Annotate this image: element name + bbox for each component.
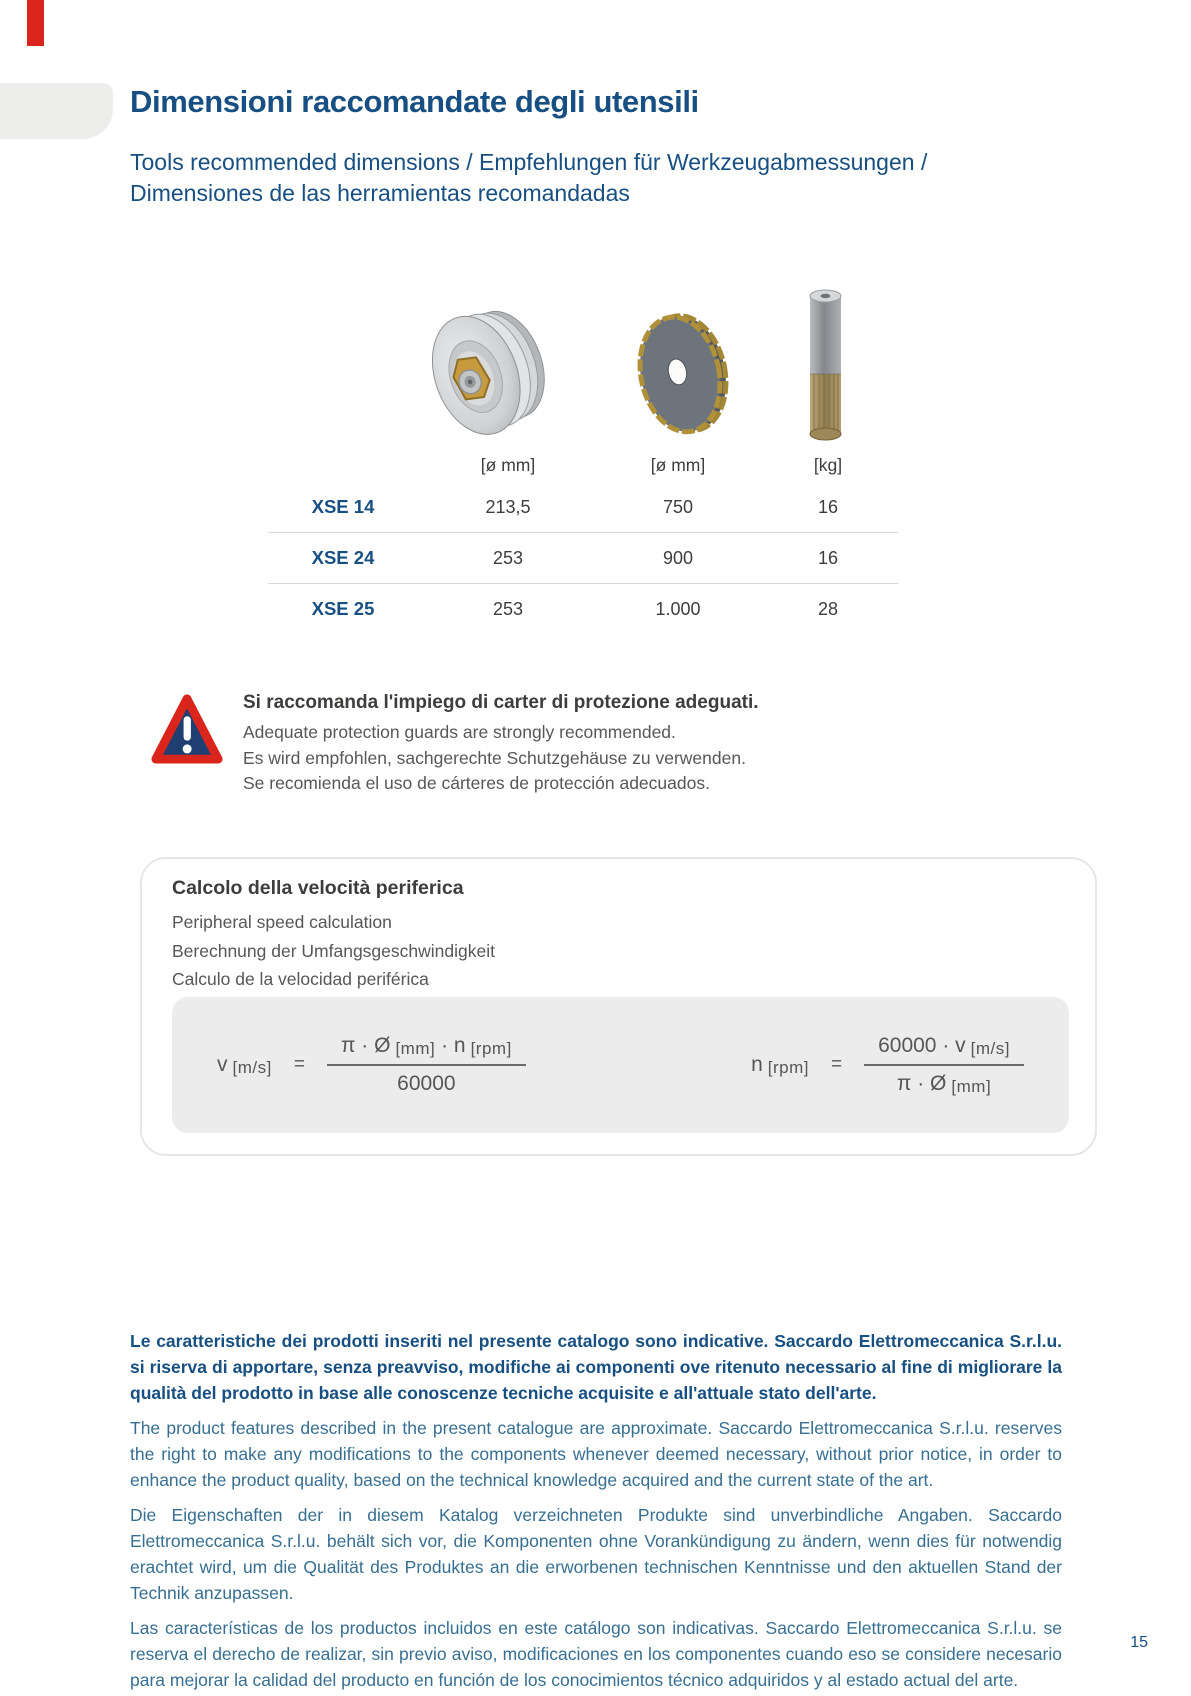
table-row (268, 533, 898, 583)
fraction-bar (864, 1064, 1024, 1066)
numerator-term: 60000 · v (878, 1034, 966, 1057)
column-header-diameter-2: [ø mm] (650, 454, 706, 475)
grinding-wheel-image (420, 298, 550, 450)
diameter-2-value: 1.000 (655, 598, 701, 619)
diameter-1-value: 253 (492, 547, 524, 568)
page-number: 15 (1130, 1634, 1148, 1651)
warning-line-de: Es wird empfohlen, sachgerechte Schutzgehäuse zu verwenden. (243, 747, 746, 768)
formula-lhs: n (751, 1053, 763, 1076)
subtitle-line-1: Tools recommended dimensions / Empfehlungen für Werkzeugabmessungen / (130, 149, 928, 175)
disclaimer-en: The product features described in the present catalogue are approximate. Saccardo Elettromeccanica S.r.l.u. reserves the right to make any modifications to the components whenever deemed necessary, without prior notice, in order to enhance the product quality, based on the technical knowledge acquired and the current state of the art. (130, 1418, 1062, 1490)
section-tab (0, 83, 113, 139)
warning-triangle-icon (150, 690, 224, 770)
numerator-unit: [m/s] (970, 1039, 1010, 1058)
table-header-row (268, 448, 898, 482)
model-name: XSE 24 (311, 547, 375, 568)
model-name: XSE 25 (311, 598, 375, 619)
speed-box-title: Calcolo della velocità periferica (172, 877, 464, 899)
weight-value: 16 (817, 496, 839, 517)
speed-box-subtitle-en: Peripheral speed calculation (172, 912, 392, 932)
warning-line-es: Se recomienda el uso de cárteres de protección adecuados. (243, 773, 710, 793)
fraction (864, 1034, 1024, 1096)
numerator-unit: [rpm] (470, 1039, 512, 1058)
numerator-term: π · Ø (340, 1034, 391, 1057)
table-row (268, 482, 898, 532)
formula-lhs: v (217, 1053, 228, 1076)
diameter-2-value: 900 (662, 547, 694, 568)
dimensions-table (268, 448, 898, 634)
core-drill-image (804, 284, 848, 446)
diameter-1-value: 213,5 (485, 496, 531, 517)
formula-lhs-unit: [rpm] (767, 1058, 809, 1077)
equals-sign: = (293, 1054, 305, 1075)
weight-value: 16 (817, 547, 839, 568)
disclaimer-es: Las características de los productos incluidos en este catálogo son indicativas. Saccardo Elettromeccanica S.r.l.u. se reserva el derecho de realizar, sin previo aviso, modificaciones en los componentes cuando eso se considere necesario para mejorar la calidad del producto en función de los conocimientos técnico adquiridos y al estado actual del arte. (130, 1618, 1062, 1690)
column-header-diameter-1: [ø mm] (480, 454, 536, 475)
numerator-unit: [mm] (395, 1039, 436, 1058)
warning-line-en: Adequate protection guards are strongly recommended. (243, 722, 676, 742)
page-edge-marker (27, 0, 44, 46)
numerator-term: · n (435, 1034, 466, 1057)
disclaimer-de: Die Eigenschaften der in diesem Katalog verzeichneten Produkte sind unverbindliche Angaben. Saccardo Elettromeccanica S.r.l.u. behält sich vor, die Komponenten ohne Vorankündigung zu ändern, wenn dies für notwendig erachtet wird, um die Qualität des Produktes an die erworbenen technischen Kenntnisse und den aktuellen Stand der Technik anzupassen. (130, 1505, 1062, 1603)
page-title: Dimensioni raccomandate degli utensili (130, 84, 699, 119)
denominator-unit: [mm] (951, 1077, 992, 1096)
formula-panel (172, 997, 1069, 1133)
subtitle-line-2: Dimensiones de las herramientas recomandadas (130, 180, 630, 206)
table-row (268, 584, 898, 634)
warning-line-it: Si raccomanda l'impiego di carter di protezione adeguati. (243, 692, 759, 713)
speed-formula (217, 1034, 526, 1096)
disclaimer-block (130, 1328, 1062, 1696)
column-header-weight: [kg] (813, 454, 843, 475)
denominator-term: π · Ø (896, 1072, 947, 1095)
speed-box-subtitle-de: Berechnung der Umfangsgeschwindigkeit (172, 940, 495, 961)
rpm-formula (751, 1034, 1024, 1096)
disclaimer-it: Le caratteristiche dei prodotti inseriti nel presente catalogo sono indicative. Saccardo Elettromeccanica S.r.l.u. si riserva di apportare, senza preavviso, modifiche ai componenti ove ritenuto necessario al fine di migliorare la qualità del prodotto in base alle conoscenze tecniche acquisite e all'attuale stato dell'arte. (130, 1331, 1062, 1403)
fraction-bar (327, 1064, 526, 1066)
denominator-term: 60000 (397, 1072, 456, 1095)
cutting-disc-image (628, 310, 736, 438)
weight-value: 28 (817, 598, 839, 619)
formula-lhs-unit: [m/s] (232, 1058, 272, 1077)
model-name: XSE 14 (311, 496, 375, 517)
warning-text-block (243, 692, 803, 797)
page-subtitle (130, 147, 927, 209)
diameter-2-value: 750 (662, 496, 694, 517)
equals-sign: = (830, 1054, 843, 1075)
speed-calculation-box (140, 857, 1097, 1156)
diameter-1-value: 253 (492, 598, 524, 619)
speed-box-subtitle-es: Calculo de la velocidad periférica (172, 969, 429, 989)
fraction (327, 1034, 526, 1096)
